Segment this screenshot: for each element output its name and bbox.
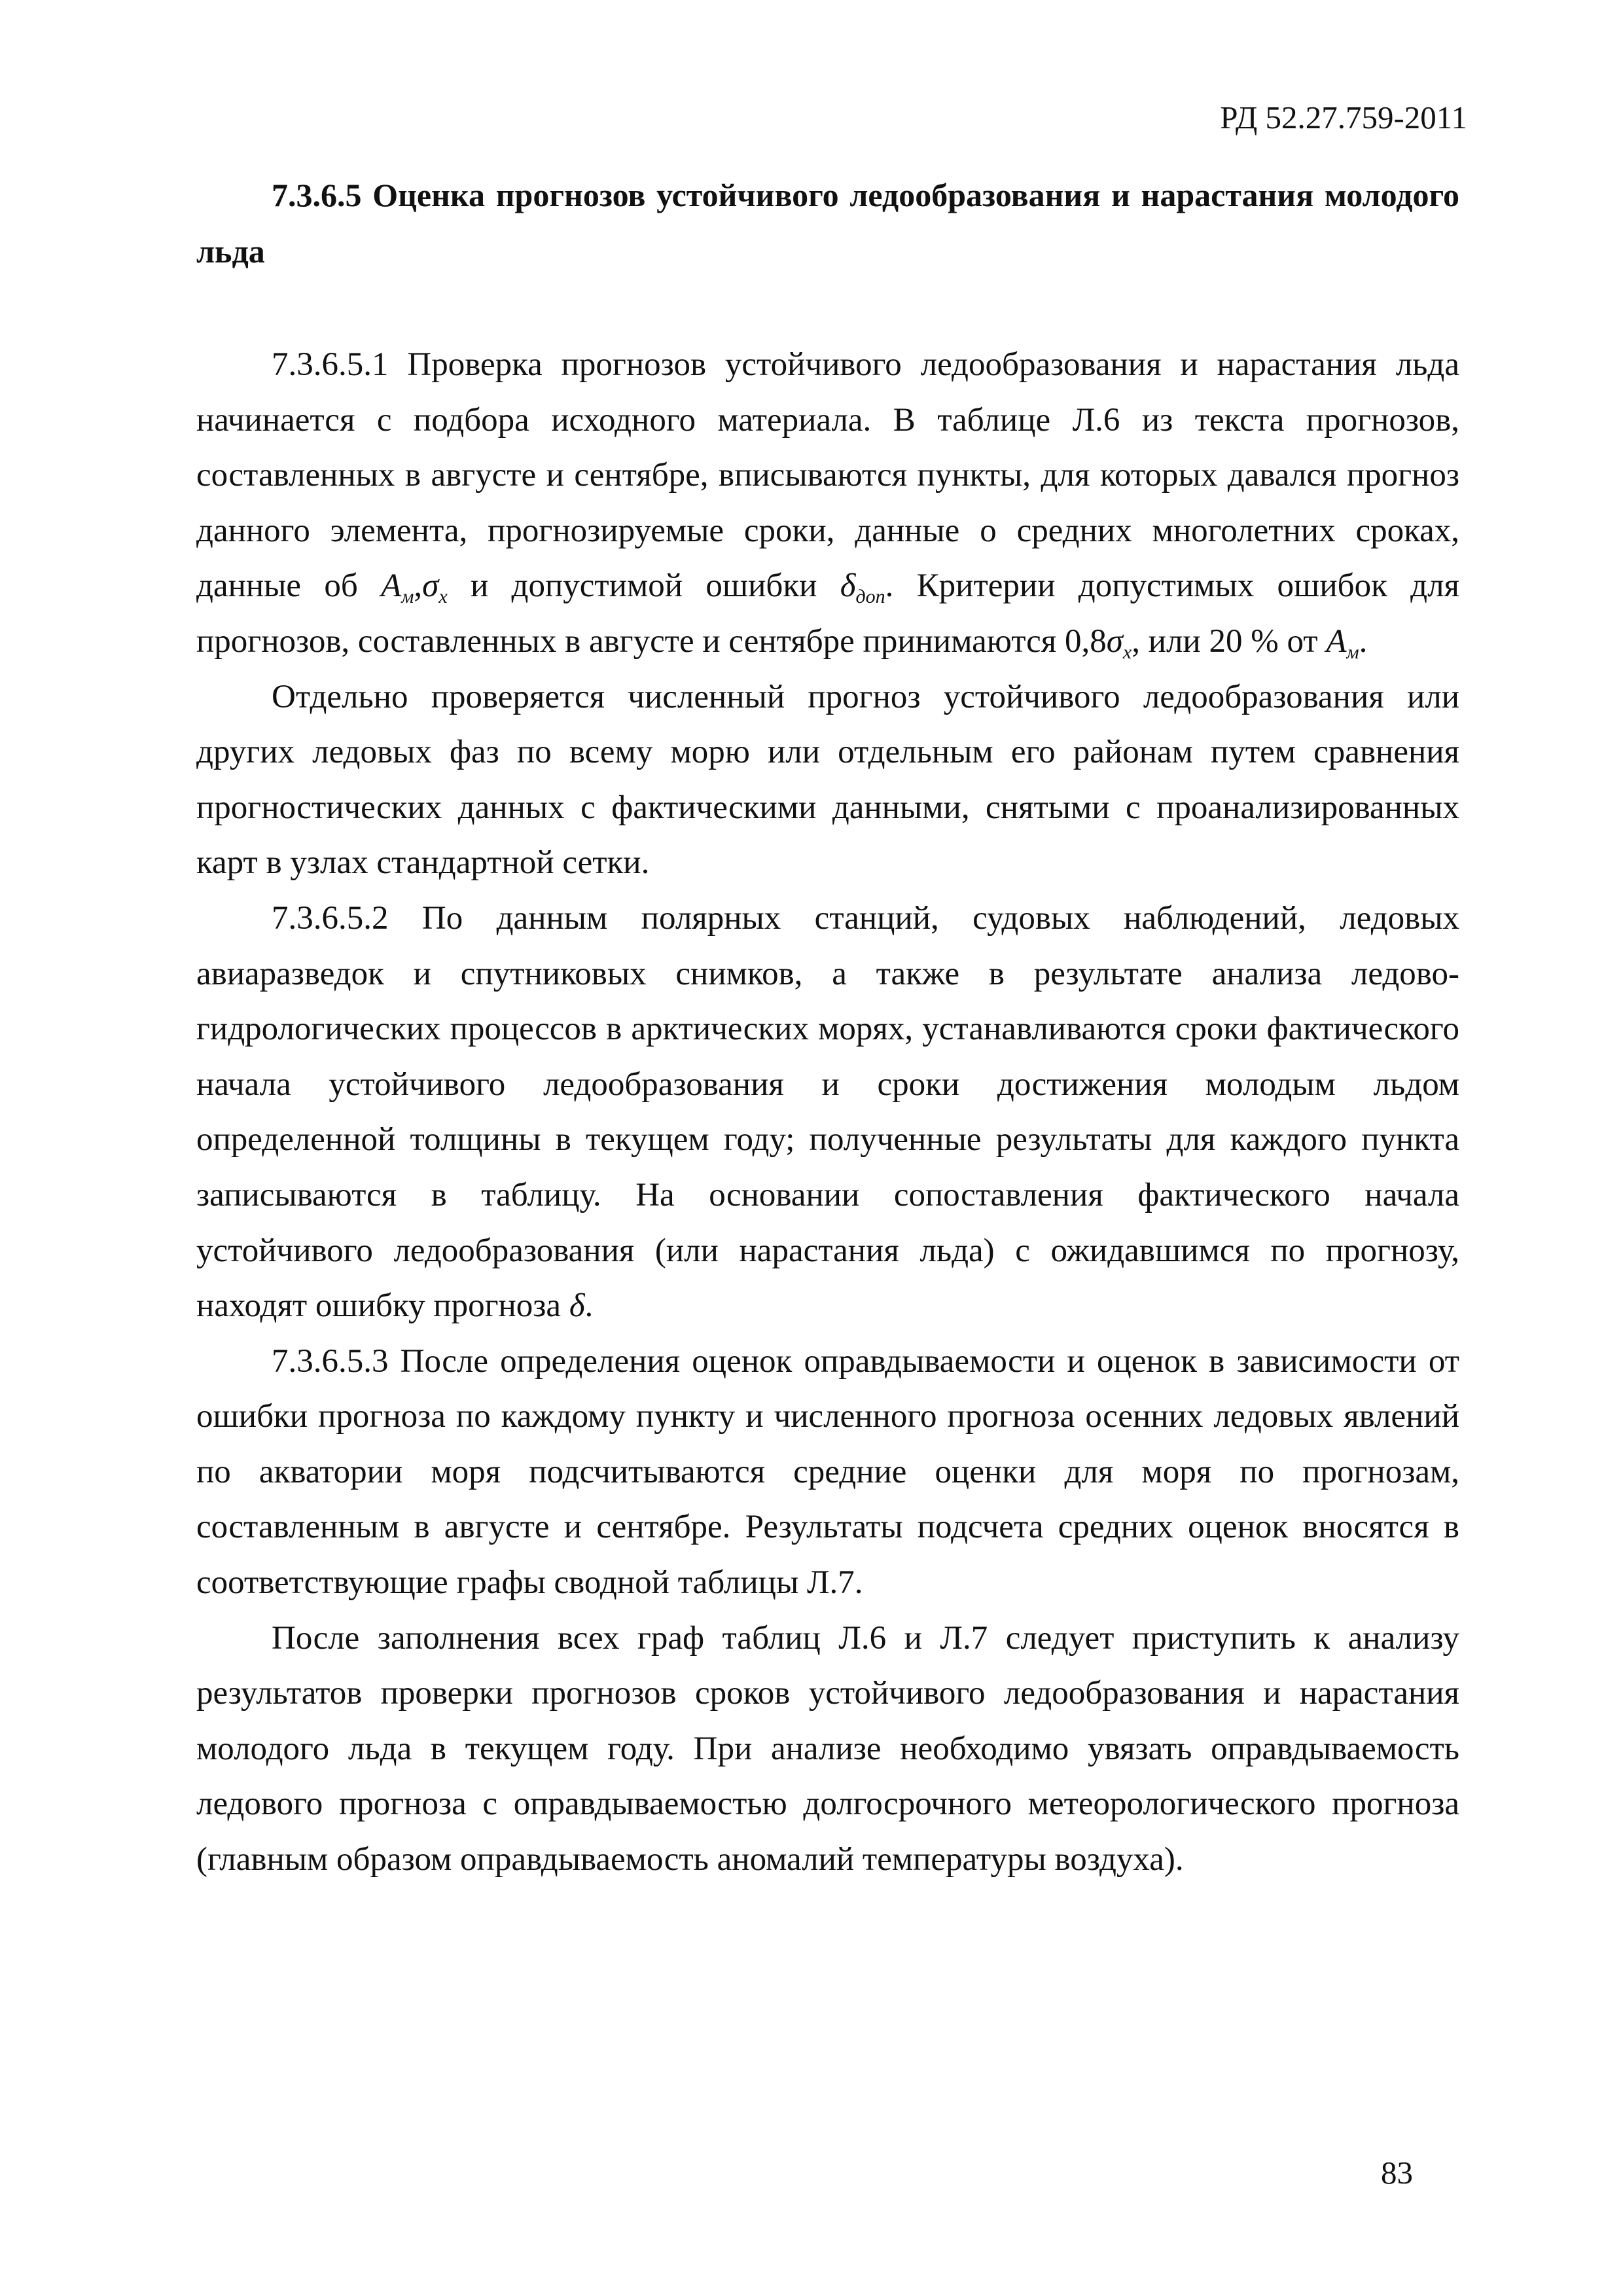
symbol-sigma-x: $\sigma_x$ [422,567,448,608]
page-number: 83 [1381,2155,1413,2191]
p1-text-1: 7.3.6.5.1 Проверка прогнозов устойчивого ледообразования и нарастания льда начинается с подбора исходного материала. В таблице Л.6 из текста прогнозов, составленных в августе и сентябре, вписываются пункты, для которых давался прогноз данного элемента, прогнозируемые сроки, данные о средних многолетних сроках, данные об [196,346,1459,605]
paragraph-7-3-6-5-3: 7.3.6.5.3 После определения оценок оправдываемости и оценок в зависимости от ошибки прогноза по каждому пункту и численного прогноза осенних ледовых явлений по акватории моря подсчитываются средние оценки для моря по прогнозам, составленным в августе и сентябре. Результаты подсчета средних оценок вносятся в соответствующие графы сводной таблицы Л.7. [196,1342,1459,1602]
paragraph-numerical-forecast: Отдельно проверяется численный прогноз устойчивого ледообразования или других ледовых фаз по всему морю или отдельным его районам путем сравнения прогностических данных с фактическими данными, снятыми с проанализированных карт в узлах стандартной сетки. [196,678,1459,882]
p1-text-3: . Критерии допустимых ошибок для прогнозов, составленных в августе и сентябре принимаются 0,8 [196,567,1459,660]
text-body [196,167,1459,1888]
symbol-sigma-x-2: $\sigma_x$ [1106,622,1132,663]
symbol-a-m: $A_м$ [381,567,414,608]
symbol-a-m-2: $A_м$ [1326,622,1359,663]
paragraph-analysis: После заполнения всех граф таблиц Л.6 и Л.7 следует приступить к анализу результатов проверки прогнозов сроков устойчивого ледообразования и нарастания молодого льда в текущем году. При анализе необходимо увязать оправдываемость ледового прогноза с оправдываемостью долгосрочного метеорологического прогноза (главным образом оправдываемость аномалий температуры воздуха). [196,1619,1459,1878]
symbol-delta: δ [569,1287,585,1325]
paragraph-7-3-6-5-2: 7.3.6.5.2 По данным полярных станций, судовых наблюдений, ледовых авиаразведок и спутниковых снимков, а также в результате анализа ледово-гидрологических процессов в арктических морях, устанавливаются сроки фактического начала устойчивого ледообразования и сроки достижения молодым льдом определенной толщины в текущем году; полученные результаты для каждого пункта записываются в таблицу. На основании сопоставления фактического начала устойчивого ледообразования (или нарастания льда) с ожидавшимся по прогнозу, находят ошибку прогноза δ. [196,899,1459,1325]
document-code: РД 52.27.759-2011 [1220,99,1467,135]
paragraph-7-3-6-5-1: 7.3.6.5.1 Проверка прогнозов устойчивого ледообразования и нарастания льда начинается с подбора исходного материала. В таблице Л.6 из текста прогнозов, составленных в августе и сентябре, вписываются пункты, для которых давался прогноз данного элемента, прогнозируемые сроки, данные о средних многолетних сроках, данные об $A_м,\sigma_x$ и допустимой ошибки $\delta_{доп}$. Критерии допустимых ошибок для прогнозов, составленных в августе и сентябре принимаются $0,8\sigma_x$, или 20 % от $A_м$. [196,346,1459,663]
section-heading: 7.3.6.5 Оценка прогнозов устойчивого ледообразования и нарастания молодого льда [196,177,1459,270]
p1-text-4: , или 20 % от [1132,622,1327,660]
p1-text-2: и допустимой ошибки [447,567,840,605]
symbol-delta-dop: $\delta_{доп}$ [840,567,885,608]
